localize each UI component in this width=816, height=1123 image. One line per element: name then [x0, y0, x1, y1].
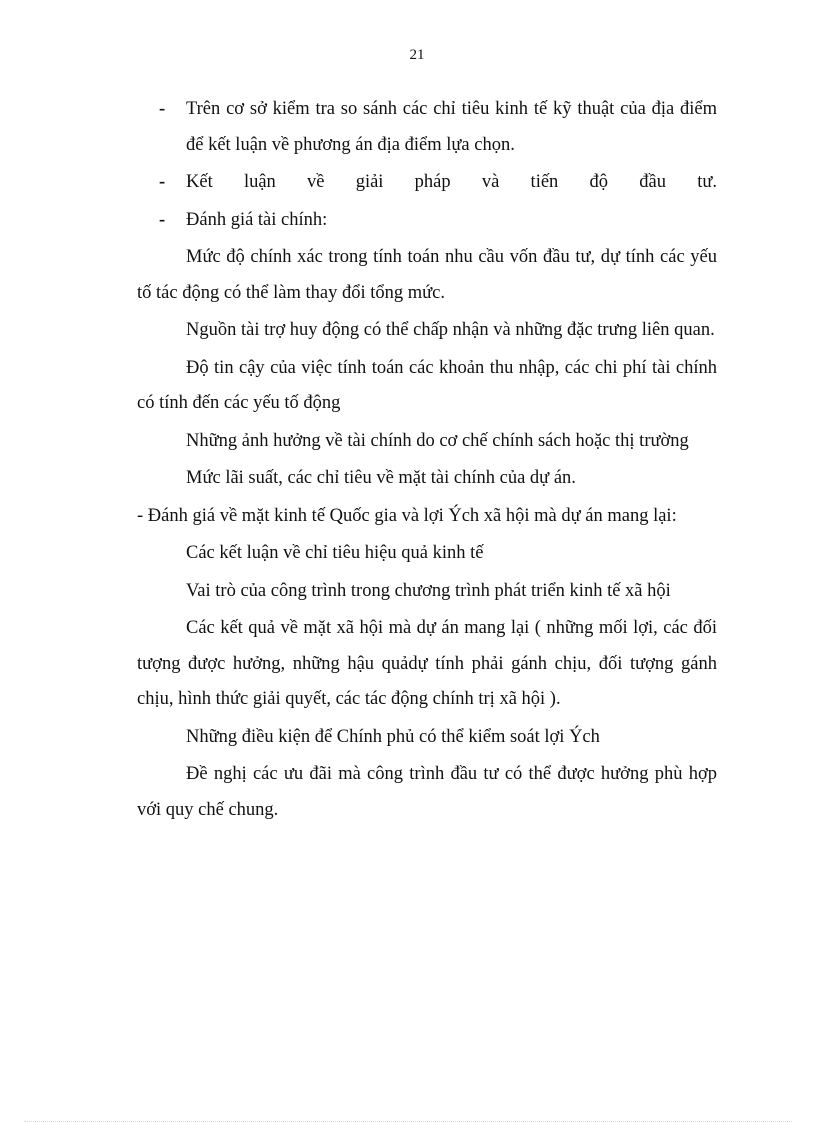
- bullet-text: Kết luận về giải pháp và tiến độ đầu tư.: [186, 172, 717, 192]
- paragraph: Các kết quả về mặt xã hội mà dự án mang lại ( những mối lợi, các đối tượng được hưởng, những hậu quảdự tính phải gánh chịu, đối tượng gánh chịu, hình thức giải quyết, các tác động chính trị xã hội ).: [137, 618, 717, 709]
- paragraph: Đề nghị các ưu đãi mà công trình đầu tư có thể được hưởng phù hợp với quy chế chung.: [137, 764, 717, 820]
- bullet-text: Trên cơ sở kiểm tra so sánh các chỉ tiêu kinh tế kỹ thuật của địa điểm để kết luận về phương án địa điểm lựa chọn.: [186, 99, 717, 155]
- bullet-item-site-conclusion: [137, 92, 717, 163]
- bullet-item-financial-evaluation: [137, 203, 717, 239]
- paragraph: Nguồn tài trợ huy động có thể chấp nhận và những đặc trưng liên quan.: [186, 320, 715, 340]
- paragraph: Độ tin cậy của việc tính toán các khoản thu nhập, các chi phí tài chính có tính đến các yếu tố động: [137, 357, 717, 413]
- paragraph: Mức độ chính xác trong tính toán nhu cầu vốn đầu tư, dự tính các yếu tố tác động có thể làm thay đổi tổng mức.: [137, 247, 717, 303]
- bullet-mark: -: [159, 172, 166, 192]
- paragraph: Các kết luận về chỉ tiêu hiệu quả kinh tế: [186, 543, 484, 563]
- paragraph: Những ảnh hưởng về tài chính do cơ chế chính sách hoặc thị trường: [186, 430, 689, 451]
- bullet-text: Đánh giá tài chính:: [186, 209, 328, 230]
- section-heading-paragraph: - Đánh giá về mặt kinh tế Quốc gia và lợi Ých xã hội mà dự án mang lại:: [137, 505, 677, 526]
- footer-divider: [24, 1121, 792, 1122]
- paragraph: Vai trò của công trình trong chương trình phát triển kinh tế xã hội: [186, 580, 671, 601]
- page-number: 21: [409, 47, 425, 63]
- bullet-mark: -: [159, 209, 166, 230]
- paragraph: Mức lãi suất, các chỉ tiêu về mặt tài chính của dự án.: [186, 468, 576, 488]
- paragraph: Những điều kiện để Chính phủ có thể kiểm soát lợi Ých: [186, 726, 600, 747]
- document-body: [137, 92, 717, 830]
- bullet-item-solution-conclusion: [137, 165, 717, 201]
- bullet-mark: -: [159, 99, 166, 119]
